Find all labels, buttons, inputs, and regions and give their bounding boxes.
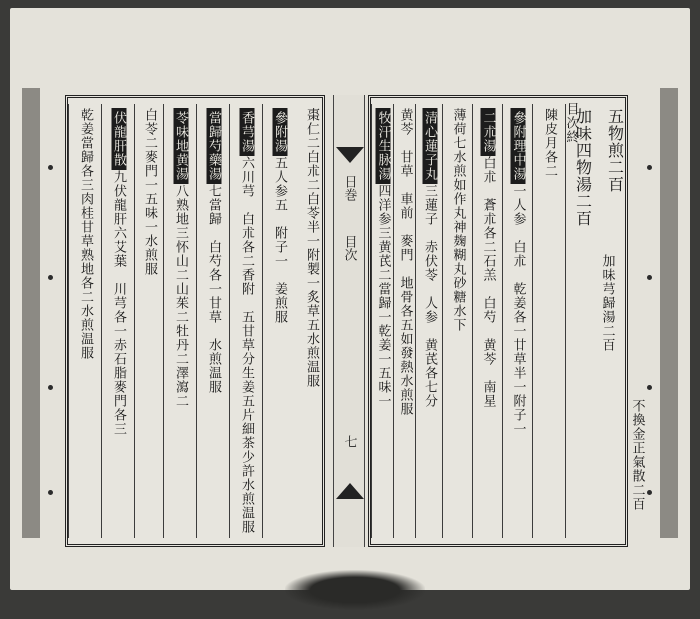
column-text: 棗仁二白朮二白苓半一附製一炙草五水煎温服 [304,108,319,388]
column-text: 七當歸 白芍各一甘草 水煎温服 [206,184,221,394]
recipe-heading: 參附理中湯 [511,108,526,184]
column-text: 白苓二麥門一五味一水煎服 [142,108,157,276]
recipe-heading: 香芎湯 [239,108,254,156]
column-text: 加味芎歸湯二百 [599,254,615,352]
recipe-heading: 牧汗生脉湯 [376,108,391,184]
right-scan-edge [660,88,678,538]
left-col-6 [134,104,164,538]
fold-section-label: 目次 [341,235,357,261]
left-col-1 [295,104,328,538]
column-text: 四洋参三黄芪二當歸一乾姜一五味一 [375,184,391,408]
column-text: 五人参五 附子一 姜煎服 [272,156,287,324]
recipe-heading: 伏龍肝散 [111,108,126,170]
center-fold [333,95,365,547]
binding-hole [48,385,53,390]
column-text: 六川芎 白朮各二香附 五甘草分生姜五片細茶少許水煎温服 [239,156,254,534]
recipe-heading: 二朮湯 [481,108,496,156]
fold-page-number: 七 [341,435,357,448]
column-text: 薄荷七水煎如作丸神麹糊丸砂糖水下 [450,108,466,332]
column-text: 白朮 蒼朮各二石羔 白芍 黄芩 南星 [480,156,496,408]
recipe-heading: 參附湯 [272,108,287,156]
right-col-6 [442,104,473,538]
left-scan-edge [22,88,40,538]
left-col-4 [196,104,230,538]
right-col-9 [371,104,394,538]
right-extra-col-1 [556,98,586,538]
column-text: 三蓮子 赤伏苓 人参 黄芪各七分 [422,184,437,408]
binding-hole [647,385,652,390]
binding-hole [647,165,652,170]
left-col-3 [229,104,263,538]
right-page [368,95,628,547]
column-text: 一人参 白朮 乾姜各一廿草半一附子一 [510,184,526,436]
left-page [65,95,325,547]
right-extra-col-2 [592,250,622,430]
recipe-heading: 清心蓮子丸 [422,108,437,184]
column-text: 目次終 [563,102,579,144]
right-col-8 [393,104,416,538]
column-text: 乾姜當歸各三肉桂甘草熟地各二水煎温服 [78,108,93,360]
column-text: 不換金正氣散二百 [629,399,645,511]
left-col-5 [163,104,197,538]
binding-hole [48,490,53,495]
column-text: 九伏龍肝六艾葉 川芎各一赤石脂麥門各三 [111,170,126,436]
left-col-2 [262,104,296,538]
column-text: 八熟地三怀山二山茱二牡丹二澤瀉二 [173,184,188,408]
left-col-8 [68,104,102,538]
right-extra-col-3 [622,395,652,545]
right-col-4 [502,104,533,538]
right-col-5 [472,104,503,538]
fish-tail-mark-bottom [336,483,364,499]
fish-tail-mark-top [336,147,364,163]
binding-hole [647,490,652,495]
column-text: 陳皮月各二 [542,108,557,178]
binding-hole [48,165,53,170]
recipe-heading: 苓味地黄湯 [173,108,188,184]
left-col-7 [101,104,135,538]
right-col-7 [415,104,443,538]
ink-stain [285,570,425,610]
column-text: 黄芩 甘草 車前 麥門 地骨各五如發熱水煎服 [397,108,413,416]
binding-hole [647,275,652,280]
fold-volume-label: 日巻 [341,175,357,201]
binding-hole [48,275,53,280]
column-text: 加味四物湯二百 [573,108,593,227]
column-text: 五物煎二百 [605,108,625,193]
recipe-heading: 當歸芍藥湯 [206,108,221,184]
